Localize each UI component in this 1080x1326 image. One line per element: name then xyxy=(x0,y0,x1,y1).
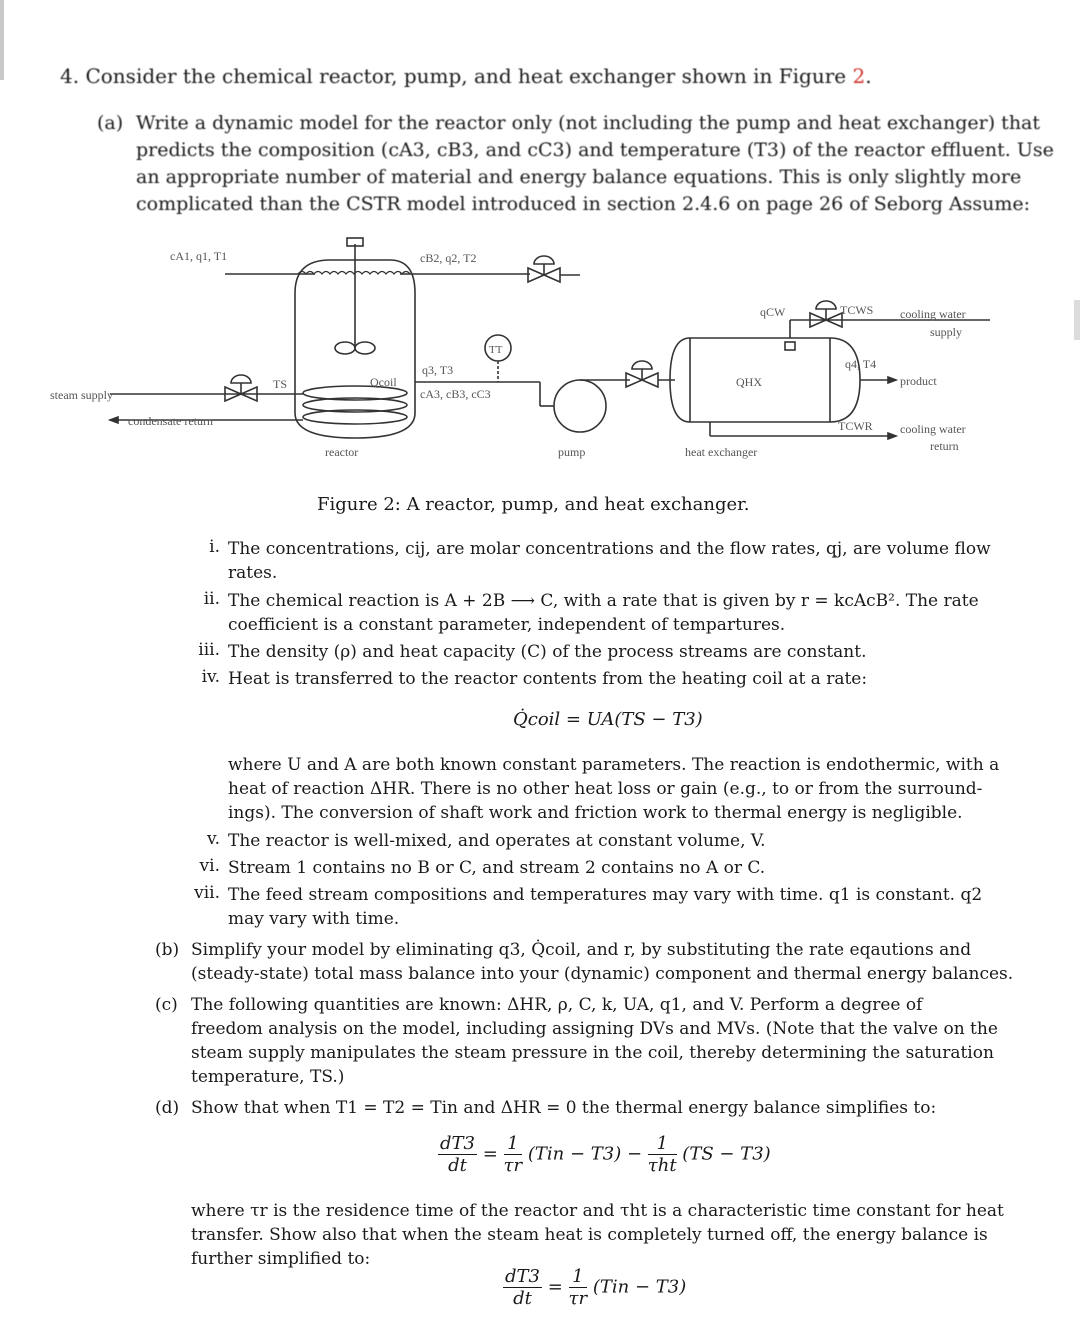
item-number: vii. xyxy=(194,883,220,903)
part-line: steam supply manipulates the steam pressure in the coil, thereby determining the saturation xyxy=(191,1043,994,1063)
coil-equation: Q̇coil = UA(TS − T3) xyxy=(513,709,703,730)
impeller-icon xyxy=(335,342,355,354)
assumption-line: Stream 1 contains no B or C, and stream 2 contains no A or C. xyxy=(228,858,766,878)
iv-continued-line: ings). The conversion of shaft work and friction work to thermal energy is negligible. xyxy=(228,803,963,823)
q4t4-label: q4, T4 xyxy=(845,357,877,371)
feed2-valve-icon[interactable] xyxy=(528,256,580,282)
part-a-line: an appropriate number of material and energy balance equations. This is only slightly more xyxy=(136,166,1022,188)
process-diagram xyxy=(50,238,1010,468)
figure-caption: Figure 2: A reactor, pump, and heat exchanger. xyxy=(317,494,750,515)
part-a-label: (a) xyxy=(97,112,124,134)
tcwr-label: TCWR xyxy=(838,419,873,433)
part-a-line: complicated than the CSTR model introduced in section 2.4.6 on page 26 of Seborg Assume: xyxy=(136,193,1031,215)
pump-label: pump xyxy=(558,445,586,459)
item-number: i. xyxy=(209,537,220,557)
pump-icon[interactable] xyxy=(554,380,606,432)
arrow-icon xyxy=(110,417,118,423)
simplified-energy-balance-equation: $\frac{dT3}{dt}$ = $\frac{1}{\tau r}$ (Tin − T3) xyxy=(505,1266,687,1309)
item-number: v. xyxy=(207,829,220,849)
arrow-icon xyxy=(888,377,896,383)
part-line: (steady-state) total mass balance into your (dynamic) component and thermal energy balances. xyxy=(191,964,1014,984)
assumption-line: rates. xyxy=(228,563,278,583)
arrow-icon xyxy=(888,433,896,439)
item-number: ii. xyxy=(203,589,220,609)
q3t3-label: q3, T3 xyxy=(422,363,454,377)
tcws-label: TCWS xyxy=(840,303,874,317)
reactor-label: reactor xyxy=(325,445,359,459)
question-header xyxy=(0,60,1080,230)
d-continued-line: transfer. Show also that when the steam heat is completely turned off, the energy balance is xyxy=(191,1225,988,1245)
item-number: iii. xyxy=(198,640,220,660)
question-intro: 4. Consider the chemical reactor, pump, and heat exchanger shown in Figure 2. xyxy=(60,64,872,88)
inlet-nozzle xyxy=(785,342,795,350)
part-a-line: predicts the composition (cA3, cB3, and cC3) and temperature (T3) of the reactor effluent. Use xyxy=(136,139,1054,161)
assumption-line: The concentrations, cij, are molar concentrations and the flow rates, qj, are volume flow xyxy=(228,539,991,559)
part-a-line: Write a dynamic model for the reactor only (not including the pump and heat exchanger) that xyxy=(136,112,1041,134)
qhx-label: QHX xyxy=(736,375,762,389)
part-label: (d) xyxy=(155,1098,180,1118)
feed1-label: cA1, q1, T1 xyxy=(170,249,228,263)
heat-exchanger xyxy=(670,338,860,422)
d-continued-line: where τr is the residence time of the reactor and τht is a characteristic time constant for heat xyxy=(191,1201,1004,1221)
part-line: Simplify your model by eliminating q3, Q̇coil, and r, by substituting the rate eqautions and xyxy=(191,940,972,960)
part-line: Show that when T1 = T2 = Tin and ΔHR = 0 the thermal energy balance simplifies to: xyxy=(191,1098,937,1118)
assumption-line: The reactor is well-mixed, and operates at constant volume, V. xyxy=(228,831,766,851)
item-number: iv. xyxy=(201,667,220,687)
assumption-line: coefficient is a constant parameter, independent of tempartures. xyxy=(228,615,786,635)
pump-outlet-valve-icon[interactable] xyxy=(626,361,658,387)
condensate-return-label: condensate return xyxy=(128,414,213,428)
question-number: 4. xyxy=(60,64,80,88)
heat-exchanger-label: heat exchanger xyxy=(685,445,758,459)
part-label: (b) xyxy=(155,940,180,960)
part-line: The following quantities are known: ΔHR, ρ, C, k, UA, q1, and V. Perform a degree of xyxy=(191,995,923,1015)
cooling-supply-label-1: cooling water xyxy=(900,307,966,321)
iv-continued-line: heat of reaction ΔHR. There is no other heat loss or gain (e.g., to or from the surround- xyxy=(228,779,983,799)
assumption-line: Heat is transferred to the reactor contents from the heating coil at a rate: xyxy=(228,669,868,689)
liquid-level xyxy=(298,272,410,275)
ts-label: TS xyxy=(273,377,288,391)
product-label: product xyxy=(900,374,937,388)
cooling-return-label-1: cooling water xyxy=(900,422,966,436)
cooling-return-label-2: return xyxy=(930,439,959,453)
page-edge-right xyxy=(1074,300,1080,340)
assumption-line: The feed stream compositions and temperatures may vary with time. q1 is constant. q2 xyxy=(228,885,983,905)
figure-link[interactable]: 2 xyxy=(852,64,866,88)
item-number: vi. xyxy=(199,856,220,876)
iv-continued-line: where U and A are both known constant parameters. The reaction is endothermic, with a xyxy=(228,755,1000,775)
energy-balance-equation: $\frac{dT3}{dt}$ = $\frac{1}{\tau r}$ (Tin − T3) − $\frac{1}{\text{τht}}$ (TS − T3) xyxy=(440,1133,771,1176)
feed2-label: cB2, q2, T2 xyxy=(420,251,477,265)
steam-valve-icon[interactable] xyxy=(225,375,257,401)
assumption-line: The chemical reaction is A + 2B ⟶ C, with a rate that is given by r = kcAcB². The rate xyxy=(228,591,979,611)
assumption-line: may vary with time. xyxy=(228,909,400,929)
part-label: (c) xyxy=(155,995,178,1015)
part-line: freedom analysis on the model, including assigning DVs and MVs. (Note that the valve on the xyxy=(191,1019,998,1039)
qcw-label: qCW xyxy=(760,305,786,319)
tt-label: TT xyxy=(489,344,503,356)
steam-supply-label: steam supply xyxy=(50,388,113,402)
c3-label: cA3, cB3, cC3 xyxy=(420,387,491,401)
d-continued-line: further simplified to: xyxy=(191,1249,371,1269)
qcoil-label: Qcoil xyxy=(370,375,397,389)
assumption-line: The density (ρ) and heat capacity (C) of the process streams are constant. xyxy=(228,642,867,662)
cooling-valve-icon[interactable] xyxy=(810,301,842,327)
cooling-supply-label-2: supply xyxy=(930,325,963,339)
part-line: temperature, TS.) xyxy=(191,1067,345,1087)
